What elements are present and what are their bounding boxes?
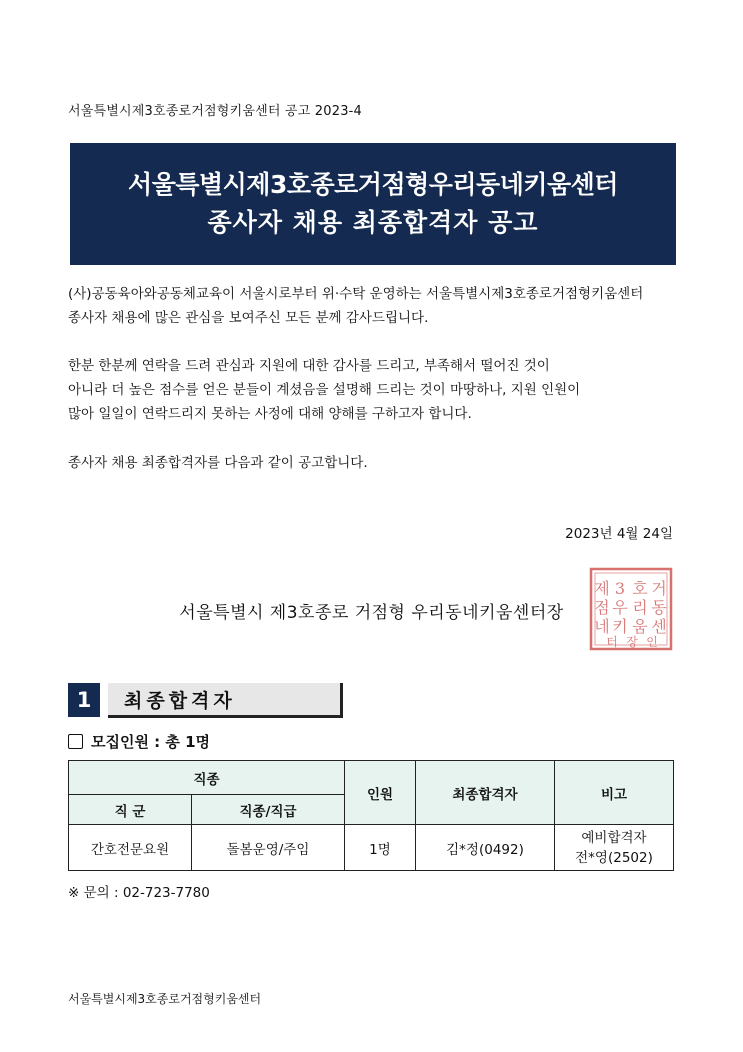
recruit-count xyxy=(68,731,210,752)
contact-info: ※ 문의 : 02-723-7780 xyxy=(68,885,210,901)
paragraph-line: 종사자 채용에 많은 관심을 보여주신 모든 분께 감사드립니다. xyxy=(68,310,429,326)
note-line: 예비합격자 xyxy=(581,829,647,846)
svg-text:리: 리 xyxy=(632,598,648,617)
recruit-count-text: 모집인원 : 총 1명 xyxy=(91,733,211,751)
paragraph-line: 종사자 채용 최종합격자를 다음과 같이 공고합니다. xyxy=(68,455,368,471)
paragraph-line: 많아 일일이 연락드리지 못하는 사정에 대해 양해를 구하고자 합니다. xyxy=(68,406,472,422)
paragraph-line: 한분 한분께 연락을 드려 관심과 지원에 대한 감사를 드리고, 부족해서 떨어진 것이 xyxy=(68,358,550,374)
paragraph-line: 아니라 더 높은 점수를 얻은 분들이 계셨음을 설명해 드리는 것이 마땅하나, 지원 인원이 xyxy=(68,382,581,398)
header-type-rank: 직종/직급 xyxy=(192,795,345,825)
section-number: 1 xyxy=(68,683,100,717)
svg-text:네: 네 xyxy=(594,617,610,636)
note-line: 전*영(2502) xyxy=(575,849,653,866)
cell-finalist: 김*정(0492) xyxy=(416,825,555,871)
svg-text:장: 장 xyxy=(626,635,638,649)
section-title xyxy=(108,683,343,718)
intro-paragraph xyxy=(68,282,678,330)
svg-text:움: 움 xyxy=(632,617,648,636)
section-title-text: 최종합격자 xyxy=(124,689,236,712)
svg-text:호: 호 xyxy=(632,579,648,598)
header-note: 비고 xyxy=(555,761,674,825)
svg-text:인: 인 xyxy=(646,635,658,649)
svg-text:동: 동 xyxy=(651,598,667,617)
svg-text:우: 우 xyxy=(612,598,628,617)
announcement-paragraph xyxy=(68,451,678,475)
footer-organization: 서울특별시제3호종로거점형키움센터 xyxy=(68,992,262,1006)
banner-title-line1: 서울특별시제3호종로거점형우리동네키움센터 xyxy=(128,170,618,199)
svg-text:거: 거 xyxy=(651,579,667,598)
svg-text:제: 제 xyxy=(594,579,610,598)
cell-type-rank: 돌봄운영/주임 xyxy=(192,825,345,871)
finalist-table xyxy=(68,760,674,871)
notice-number: 서울특별시제3호종로거점형키움센터 공고 2023-4 xyxy=(68,104,363,119)
paragraph-line: (사)공동육아와공동체교육이 서울시로부터 위·수탁 운영하는 서울특별시제3호종로거점형키움센터 xyxy=(68,286,644,302)
svg-text:센: 센 xyxy=(651,617,667,636)
header-finalist: 최종합격자 xyxy=(416,761,555,825)
checkbox-icon xyxy=(68,734,83,749)
cell-note xyxy=(555,825,674,871)
apology-paragraph xyxy=(68,354,678,426)
table-header-row xyxy=(69,761,674,795)
svg-text:3: 3 xyxy=(614,579,626,598)
header-group: 직 군 xyxy=(69,795,192,825)
announcement-date: 2023년 4월 24일 xyxy=(565,526,673,542)
banner-title-line2: 종사자 채용 최종합격자 공고 xyxy=(207,208,539,237)
cell-count: 1명 xyxy=(345,825,416,871)
official-seal-stamp xyxy=(588,566,674,652)
cell-group: 간호전문요원 xyxy=(69,825,192,871)
title-banner xyxy=(70,143,676,265)
svg-text:점: 점 xyxy=(594,598,610,617)
header-count: 인원 xyxy=(345,761,416,825)
svg-text:키: 키 xyxy=(612,617,628,636)
organization-signature: 서울특별시 제3호종로 거점형 우리동네키움센터장 xyxy=(179,603,564,623)
table-row xyxy=(69,825,674,871)
svg-text:터: 터 xyxy=(606,635,618,649)
header-job-category: 직종 xyxy=(69,761,345,795)
